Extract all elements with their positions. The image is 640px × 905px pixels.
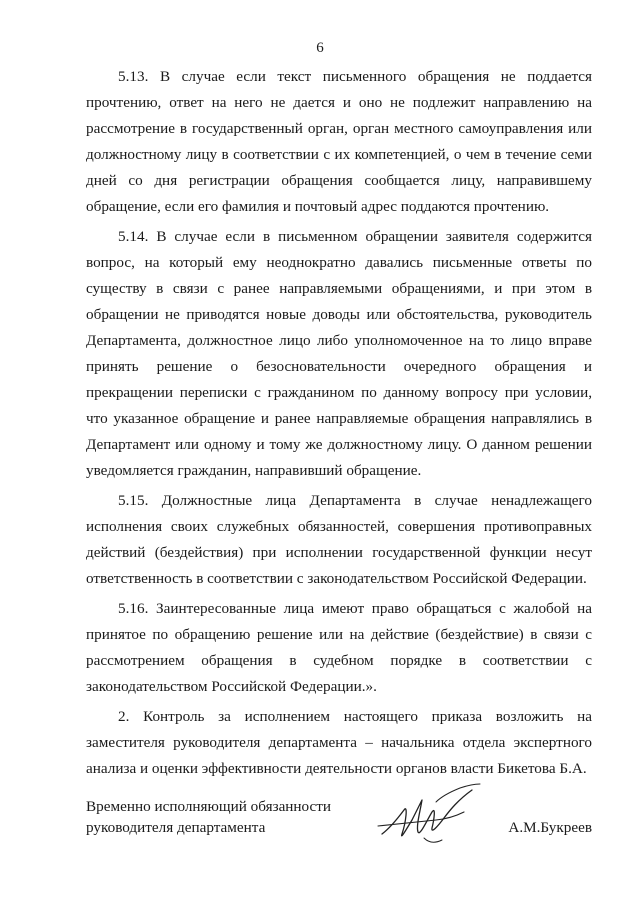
document-body [86, 64, 592, 786]
paragraph-5-15: 5.15. Должностные лица Департамента в случае ненадлежащего исполнения своих служебных обязанностей, совершения противоправных действий (бездействия) при исполнении государственной функции несут ответственность в соответствии с законодательством Российской Федерации. [86, 492, 592, 587]
page-number: 6 [316, 40, 324, 56]
signer-title [86, 796, 346, 838]
paragraph-5-13: 5.13. В случае если текст письменного обращения не поддается прочтению, ответ на него не дается и оно не подлежит направлению на рассмотрение в государственный орган, орган местного самоуправления или должностному лицу в соответствии с их компетенцией, о чем в течение семи дней со дня регистрации обращения сообщается лицу, направившему обращение, если его фамилия и почтовый адрес поддаются прочтению. [86, 68, 592, 215]
signer-name: А.М.Букреев [508, 819, 592, 836]
signature-block [86, 796, 592, 856]
paragraph-5-16: 5.16. Заинтересованные лица имеют право обращаться с жалобой на принятое по обращению решение или на действие (бездействие) в связи с рассмотрением обращения в судебном порядке в соответствии с законодательством Российской Федерации.». [86, 600, 592, 695]
paragraph-2-control: 2. Контроль за исполнением настоящего приказа возложить на заместителя руководителя департамента – начальника отдела экспертного анализа и оценки эффективности деятельности органов власти Бикетова Б.А. [86, 708, 592, 777]
paragraph-5-14: 5.14. В случае если в письменном обращении заявителя содержится вопрос, на который ему неоднократно давались письменные ответы по существу в связи с ранее направляемыми обращениями, и при этом в обращении не приводятся новые доводы или обстоятельства, руководитель Департамента, должностное лицо либо уполномоченное на то лицо вправе принять решение о безосновательности очередного обращения и прекращении переписки с гражданином по данному вопросу при условии, что указанное обращение и ранее направляемые обращения направлялись в Департамент или одному и тому же должностному лицу. О данном решении уведомляется гражданин, направивший обращение. [86, 228, 592, 479]
handwritten-signature [376, 782, 486, 852]
signer-title-line-2: руководителя департамента [86, 819, 266, 836]
signer-title-line-1: Временно исполняющий обязанности [86, 798, 332, 815]
